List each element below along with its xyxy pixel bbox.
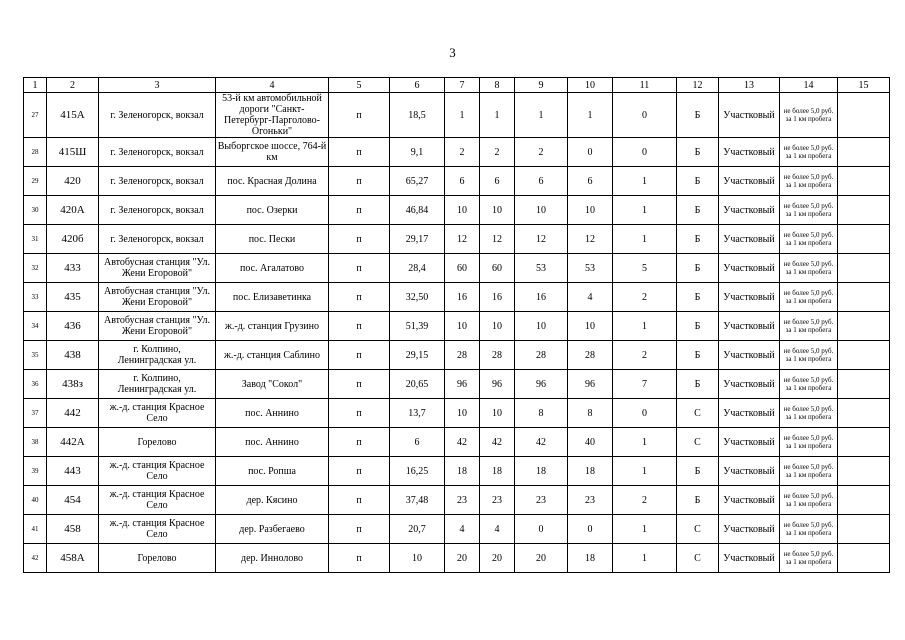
row-number-cell: 35: [24, 341, 47, 370]
start-point-cell: г. Зеленогорск, вокзал: [99, 138, 216, 167]
bus-class-cell: С: [677, 428, 719, 457]
start-point-cell: ж.-д. станция Красное Село: [99, 486, 216, 515]
col-9-cell: 10: [515, 196, 568, 225]
route-number-cell: 443: [47, 457, 99, 486]
col-7-cell: 4: [445, 515, 480, 544]
route-category-cell: Участковый: [719, 399, 780, 428]
route-category-cell: Участковый: [719, 457, 780, 486]
table-row: [24, 515, 890, 544]
route-number-cell: 420б: [47, 225, 99, 254]
start-point-cell: г. Зеленогорск, вокзал: [99, 196, 216, 225]
route-category-cell: Участковый: [719, 93, 780, 138]
col-7-cell: 28: [445, 341, 480, 370]
route-category-cell: Участковый: [719, 341, 780, 370]
length-cell: 16,25: [390, 457, 445, 486]
header-cell: 2: [47, 78, 99, 93]
bus-class-cell: Б: [677, 312, 719, 341]
col-11-cell: 1: [613, 544, 677, 573]
col-11-cell: 1: [613, 312, 677, 341]
col-11-cell: 1: [613, 457, 677, 486]
route-number-cell: 435: [47, 283, 99, 312]
route-number-cell: 420: [47, 167, 99, 196]
col-10-cell: 28: [568, 341, 613, 370]
route-category-cell: Участковый: [719, 254, 780, 283]
col-10-cell: 1: [568, 93, 613, 138]
fare-cell: не более 5,0 руб. за 1 км пробега: [780, 254, 838, 283]
col-7-cell: 23: [445, 486, 480, 515]
route-number-cell: 433: [47, 254, 99, 283]
route-number-cell: 415А: [47, 93, 99, 138]
route-category-cell: Участковый: [719, 196, 780, 225]
notes-cell: [838, 225, 890, 254]
col-11-cell: 1: [613, 167, 677, 196]
start-point-cell: г. Колпино, Ленинградская ул.: [99, 341, 216, 370]
col-11-cell: 1: [613, 428, 677, 457]
col-10-cell: 4: [568, 283, 613, 312]
col-10-cell: 0: [568, 515, 613, 544]
col-10-cell: 23: [568, 486, 613, 515]
notes-cell: [838, 312, 890, 341]
route-type-cell: п: [329, 312, 390, 341]
notes-cell: [838, 283, 890, 312]
table-row: [24, 93, 890, 138]
route-type-cell: п: [329, 225, 390, 254]
notes-cell: [838, 544, 890, 573]
route-number-cell: 442А: [47, 428, 99, 457]
start-point-cell: Горелово: [99, 428, 216, 457]
table-row: [24, 283, 890, 312]
col-8-cell: 20: [480, 544, 515, 573]
table-row: [24, 225, 890, 254]
col-9-cell: 16: [515, 283, 568, 312]
route-category-cell: Участковый: [719, 283, 780, 312]
row-number-cell: 37: [24, 399, 47, 428]
route-number-cell: 438: [47, 341, 99, 370]
route-type-cell: п: [329, 254, 390, 283]
bus-class-cell: Б: [677, 283, 719, 312]
route-type-cell: п: [329, 370, 390, 399]
row-number-cell: 29: [24, 167, 47, 196]
end-point-cell: пос. Аннино: [216, 399, 329, 428]
route-category-cell: Участковый: [719, 312, 780, 341]
route-type-cell: п: [329, 138, 390, 167]
start-point-cell: Горелово: [99, 544, 216, 573]
col-7-cell: 16: [445, 283, 480, 312]
col-10-cell: 10: [568, 196, 613, 225]
table-row: [24, 370, 890, 399]
route-type-cell: п: [329, 283, 390, 312]
notes-cell: [838, 254, 890, 283]
end-point-cell: пос. Пески: [216, 225, 329, 254]
col-10-cell: 96: [568, 370, 613, 399]
notes-cell: [838, 196, 890, 225]
length-cell: 9,1: [390, 138, 445, 167]
col-8-cell: 23: [480, 486, 515, 515]
col-9-cell: 6: [515, 167, 568, 196]
fare-cell: не более 5,0 руб. за 1 км пробега: [780, 457, 838, 486]
row-number-cell: 27: [24, 93, 47, 138]
col-9-cell: 20: [515, 544, 568, 573]
route-category-cell: Участковый: [719, 544, 780, 573]
row-number-cell: 28: [24, 138, 47, 167]
row-number-cell: 41: [24, 515, 47, 544]
fare-cell: не более 5,0 руб. за 1 км пробега: [780, 167, 838, 196]
end-point-cell: дер. Иннолово: [216, 544, 329, 573]
length-cell: 20,7: [390, 515, 445, 544]
length-cell: 32,50: [390, 283, 445, 312]
notes-cell: [838, 515, 890, 544]
route-number-cell: 454: [47, 486, 99, 515]
bus-class-cell: Б: [677, 196, 719, 225]
length-cell: 13,7: [390, 399, 445, 428]
col-8-cell: 4: [480, 515, 515, 544]
row-number-cell: 38: [24, 428, 47, 457]
bus-class-cell: С: [677, 544, 719, 573]
col-9-cell: 2: [515, 138, 568, 167]
notes-cell: [838, 457, 890, 486]
col-11-cell: 2: [613, 341, 677, 370]
col-11-cell: 0: [613, 93, 677, 138]
header-cell: 4: [216, 78, 329, 93]
route-number-cell: 420А: [47, 196, 99, 225]
col-9-cell: 18: [515, 457, 568, 486]
end-point-cell: ж.-д. станция Грузино: [216, 312, 329, 341]
fare-cell: не более 5,0 руб. за 1 км пробега: [780, 225, 838, 254]
notes-cell: [838, 486, 890, 515]
route-type-cell: п: [329, 428, 390, 457]
col-10-cell: 6: [568, 167, 613, 196]
col-7-cell: 18: [445, 457, 480, 486]
start-point-cell: г. Зеленогорск, вокзал: [99, 93, 216, 138]
bus-class-cell: Б: [677, 138, 719, 167]
notes-cell: [838, 399, 890, 428]
col-8-cell: 10: [480, 196, 515, 225]
col-11-cell: 2: [613, 283, 677, 312]
fare-cell: не более 5,0 руб. за 1 км пробега: [780, 544, 838, 573]
col-9-cell: 23: [515, 486, 568, 515]
table-row: [24, 544, 890, 573]
start-point-cell: Автобусная станция "Ул. Жени Егоровой": [99, 283, 216, 312]
col-10-cell: 8: [568, 399, 613, 428]
header-cell: 11: [613, 78, 677, 93]
col-7-cell: 60: [445, 254, 480, 283]
route-category-cell: Участковый: [719, 515, 780, 544]
header-cell: 10: [568, 78, 613, 93]
col-7-cell: 10: [445, 399, 480, 428]
length-cell: 10: [390, 544, 445, 573]
table-row: [24, 428, 890, 457]
route-category-cell: Участковый: [719, 486, 780, 515]
col-11-cell: 1: [613, 225, 677, 254]
col-8-cell: 10: [480, 399, 515, 428]
length-cell: 29,17: [390, 225, 445, 254]
row-number-cell: 33: [24, 283, 47, 312]
end-point-cell: пос. Агалатово: [216, 254, 329, 283]
header-cell: 14: [780, 78, 838, 93]
row-number-cell: 36: [24, 370, 47, 399]
col-8-cell: 10: [480, 312, 515, 341]
start-point-cell: ж.-д. станция Красное Село: [99, 457, 216, 486]
table-row: [24, 457, 890, 486]
end-point-cell: Выборгское шоссе, 764-й км: [216, 138, 329, 167]
start-point-cell: Автобусная станция "Ул. Жени Егоровой": [99, 254, 216, 283]
fare-cell: не более 5,0 руб. за 1 км пробега: [780, 196, 838, 225]
col-10-cell: 10: [568, 312, 613, 341]
fare-cell: не более 5,0 руб. за 1 км пробега: [780, 370, 838, 399]
notes-cell: [838, 93, 890, 138]
col-8-cell: 6: [480, 167, 515, 196]
start-point-cell: Автобусная станция "Ул. Жени Егоровой": [99, 312, 216, 341]
fare-cell: не более 5,0 руб. за 1 км пробега: [780, 515, 838, 544]
col-8-cell: 2: [480, 138, 515, 167]
bus-class-cell: Б: [677, 341, 719, 370]
end-point-cell: дер. Кясино: [216, 486, 329, 515]
bus-class-cell: Б: [677, 254, 719, 283]
fare-cell: не более 5,0 руб. за 1 км пробега: [780, 312, 838, 341]
fare-cell: не более 5,0 руб. за 1 км пробега: [780, 341, 838, 370]
length-cell: 29,15: [390, 341, 445, 370]
bus-class-cell: С: [677, 399, 719, 428]
route-category-cell: Участковый: [719, 428, 780, 457]
header-cell: 3: [99, 78, 216, 93]
route-number-cell: 415Ш: [47, 138, 99, 167]
end-point-cell: пос. Красная Долина: [216, 167, 329, 196]
start-point-cell: ж.-д. станция Красное Село: [99, 515, 216, 544]
col-11-cell: 5: [613, 254, 677, 283]
col-8-cell: 60: [480, 254, 515, 283]
col-8-cell: 16: [480, 283, 515, 312]
table-row: [24, 254, 890, 283]
col-9-cell: 1: [515, 93, 568, 138]
row-number-cell: 42: [24, 544, 47, 573]
start-point-cell: г. Зеленогорск, вокзал: [99, 225, 216, 254]
col-9-cell: 0: [515, 515, 568, 544]
col-11-cell: 2: [613, 486, 677, 515]
col-10-cell: 53: [568, 254, 613, 283]
col-10-cell: 18: [568, 457, 613, 486]
route-category-cell: Участковый: [719, 138, 780, 167]
header-cell: 7: [445, 78, 480, 93]
fare-cell: не более 5,0 руб. за 1 км пробега: [780, 399, 838, 428]
bus-class-cell: Б: [677, 167, 719, 196]
length-cell: 6: [390, 428, 445, 457]
table-row: [24, 138, 890, 167]
fare-cell: не более 5,0 руб. за 1 км пробега: [780, 138, 838, 167]
route-type-cell: п: [329, 196, 390, 225]
table-row: [24, 312, 890, 341]
col-7-cell: 96: [445, 370, 480, 399]
route-type-cell: п: [329, 167, 390, 196]
col-8-cell: 96: [480, 370, 515, 399]
route-type-cell: п: [329, 486, 390, 515]
routes-table: [23, 77, 890, 573]
notes-cell: [838, 138, 890, 167]
header-cell: 15: [838, 78, 890, 93]
row-number-cell: 39: [24, 457, 47, 486]
col-11-cell: 1: [613, 515, 677, 544]
col-10-cell: 0: [568, 138, 613, 167]
length-cell: 28,4: [390, 254, 445, 283]
col-7-cell: 10: [445, 196, 480, 225]
col-7-cell: 6: [445, 167, 480, 196]
fare-cell: не более 5,0 руб. за 1 км пробега: [780, 93, 838, 138]
route-type-cell: п: [329, 457, 390, 486]
notes-cell: [838, 428, 890, 457]
col-8-cell: 42: [480, 428, 515, 457]
col-11-cell: 0: [613, 399, 677, 428]
route-type-cell: п: [329, 341, 390, 370]
col-11-cell: 0: [613, 138, 677, 167]
col-7-cell: 12: [445, 225, 480, 254]
end-point-cell: ж.-д. станция Саблино: [216, 341, 329, 370]
end-point-cell: пос. Елизаветинка: [216, 283, 329, 312]
fare-cell: не более 5,0 руб. за 1 км пробега: [780, 428, 838, 457]
end-point-cell: пос. Ропша: [216, 457, 329, 486]
bus-class-cell: Б: [677, 225, 719, 254]
col-9-cell: 42: [515, 428, 568, 457]
col-9-cell: 10: [515, 312, 568, 341]
header-cell: 1: [24, 78, 47, 93]
col-7-cell: 1: [445, 93, 480, 138]
col-7-cell: 10: [445, 312, 480, 341]
length-cell: 46,84: [390, 196, 445, 225]
table-header-row: [24, 78, 890, 93]
col-9-cell: 96: [515, 370, 568, 399]
bus-class-cell: Б: [677, 457, 719, 486]
table-row: [24, 167, 890, 196]
header-cell: 9: [515, 78, 568, 93]
col-8-cell: 1: [480, 93, 515, 138]
col-9-cell: 12: [515, 225, 568, 254]
route-type-cell: п: [329, 515, 390, 544]
table-row: [24, 486, 890, 515]
table-row: [24, 341, 890, 370]
notes-cell: [838, 341, 890, 370]
notes-cell: [838, 370, 890, 399]
row-number-cell: 34: [24, 312, 47, 341]
route-category-cell: Участковый: [719, 225, 780, 254]
bus-class-cell: Б: [677, 370, 719, 399]
bus-class-cell: Б: [677, 93, 719, 138]
route-number-cell: 438з: [47, 370, 99, 399]
end-point-cell: 53-й км автомобильной дороги "Санкт-Петербург-Парголово-Огоньки": [216, 93, 329, 138]
bus-class-cell: Б: [677, 486, 719, 515]
col-9-cell: 8: [515, 399, 568, 428]
fare-cell: не более 5,0 руб. за 1 км пробега: [780, 486, 838, 515]
col-9-cell: 53: [515, 254, 568, 283]
page-number: 3: [449, 45, 456, 60]
col-7-cell: 42: [445, 428, 480, 457]
length-cell: 51,39: [390, 312, 445, 341]
end-point-cell: пос. Аннино: [216, 428, 329, 457]
col-9-cell: 28: [515, 341, 568, 370]
table-row: [24, 196, 890, 225]
start-point-cell: ж.-д. станция Красное Село: [99, 399, 216, 428]
header-cell: 5: [329, 78, 390, 93]
fare-cell: не более 5,0 руб. за 1 км пробега: [780, 283, 838, 312]
length-cell: 18,5: [390, 93, 445, 138]
start-point-cell: г. Колпино, Ленинградская ул.: [99, 370, 216, 399]
route-type-cell: п: [329, 93, 390, 138]
header-cell: 12: [677, 78, 719, 93]
header-cell: 6: [390, 78, 445, 93]
route-number-cell: 458А: [47, 544, 99, 573]
end-point-cell: дер. Разбегаево: [216, 515, 329, 544]
row-number-cell: 40: [24, 486, 47, 515]
col-11-cell: 1: [613, 196, 677, 225]
col-8-cell: 12: [480, 225, 515, 254]
start-point-cell: г. Зеленогорск, вокзал: [99, 167, 216, 196]
bus-class-cell: С: [677, 515, 719, 544]
route-type-cell: п: [329, 399, 390, 428]
route-number-cell: 442: [47, 399, 99, 428]
length-cell: 65,27: [390, 167, 445, 196]
length-cell: 20,65: [390, 370, 445, 399]
col-7-cell: 20: [445, 544, 480, 573]
route-type-cell: п: [329, 544, 390, 573]
col-10-cell: 12: [568, 225, 613, 254]
row-number-cell: 32: [24, 254, 47, 283]
row-number-cell: 30: [24, 196, 47, 225]
col-10-cell: 18: [568, 544, 613, 573]
header-cell: 8: [480, 78, 515, 93]
length-cell: 37,48: [390, 486, 445, 515]
route-category-cell: Участковый: [719, 370, 780, 399]
route-number-cell: 436: [47, 312, 99, 341]
notes-cell: [838, 167, 890, 196]
end-point-cell: Завод "Сокол": [216, 370, 329, 399]
col-10-cell: 40: [568, 428, 613, 457]
col-8-cell: 28: [480, 341, 515, 370]
row-number-cell: 31: [24, 225, 47, 254]
header-cell: 13: [719, 78, 780, 93]
col-8-cell: 18: [480, 457, 515, 486]
table-row: [24, 399, 890, 428]
end-point-cell: пос. Озерки: [216, 196, 329, 225]
col-7-cell: 2: [445, 138, 480, 167]
col-11-cell: 7: [613, 370, 677, 399]
route-category-cell: Участковый: [719, 167, 780, 196]
route-number-cell: 458: [47, 515, 99, 544]
